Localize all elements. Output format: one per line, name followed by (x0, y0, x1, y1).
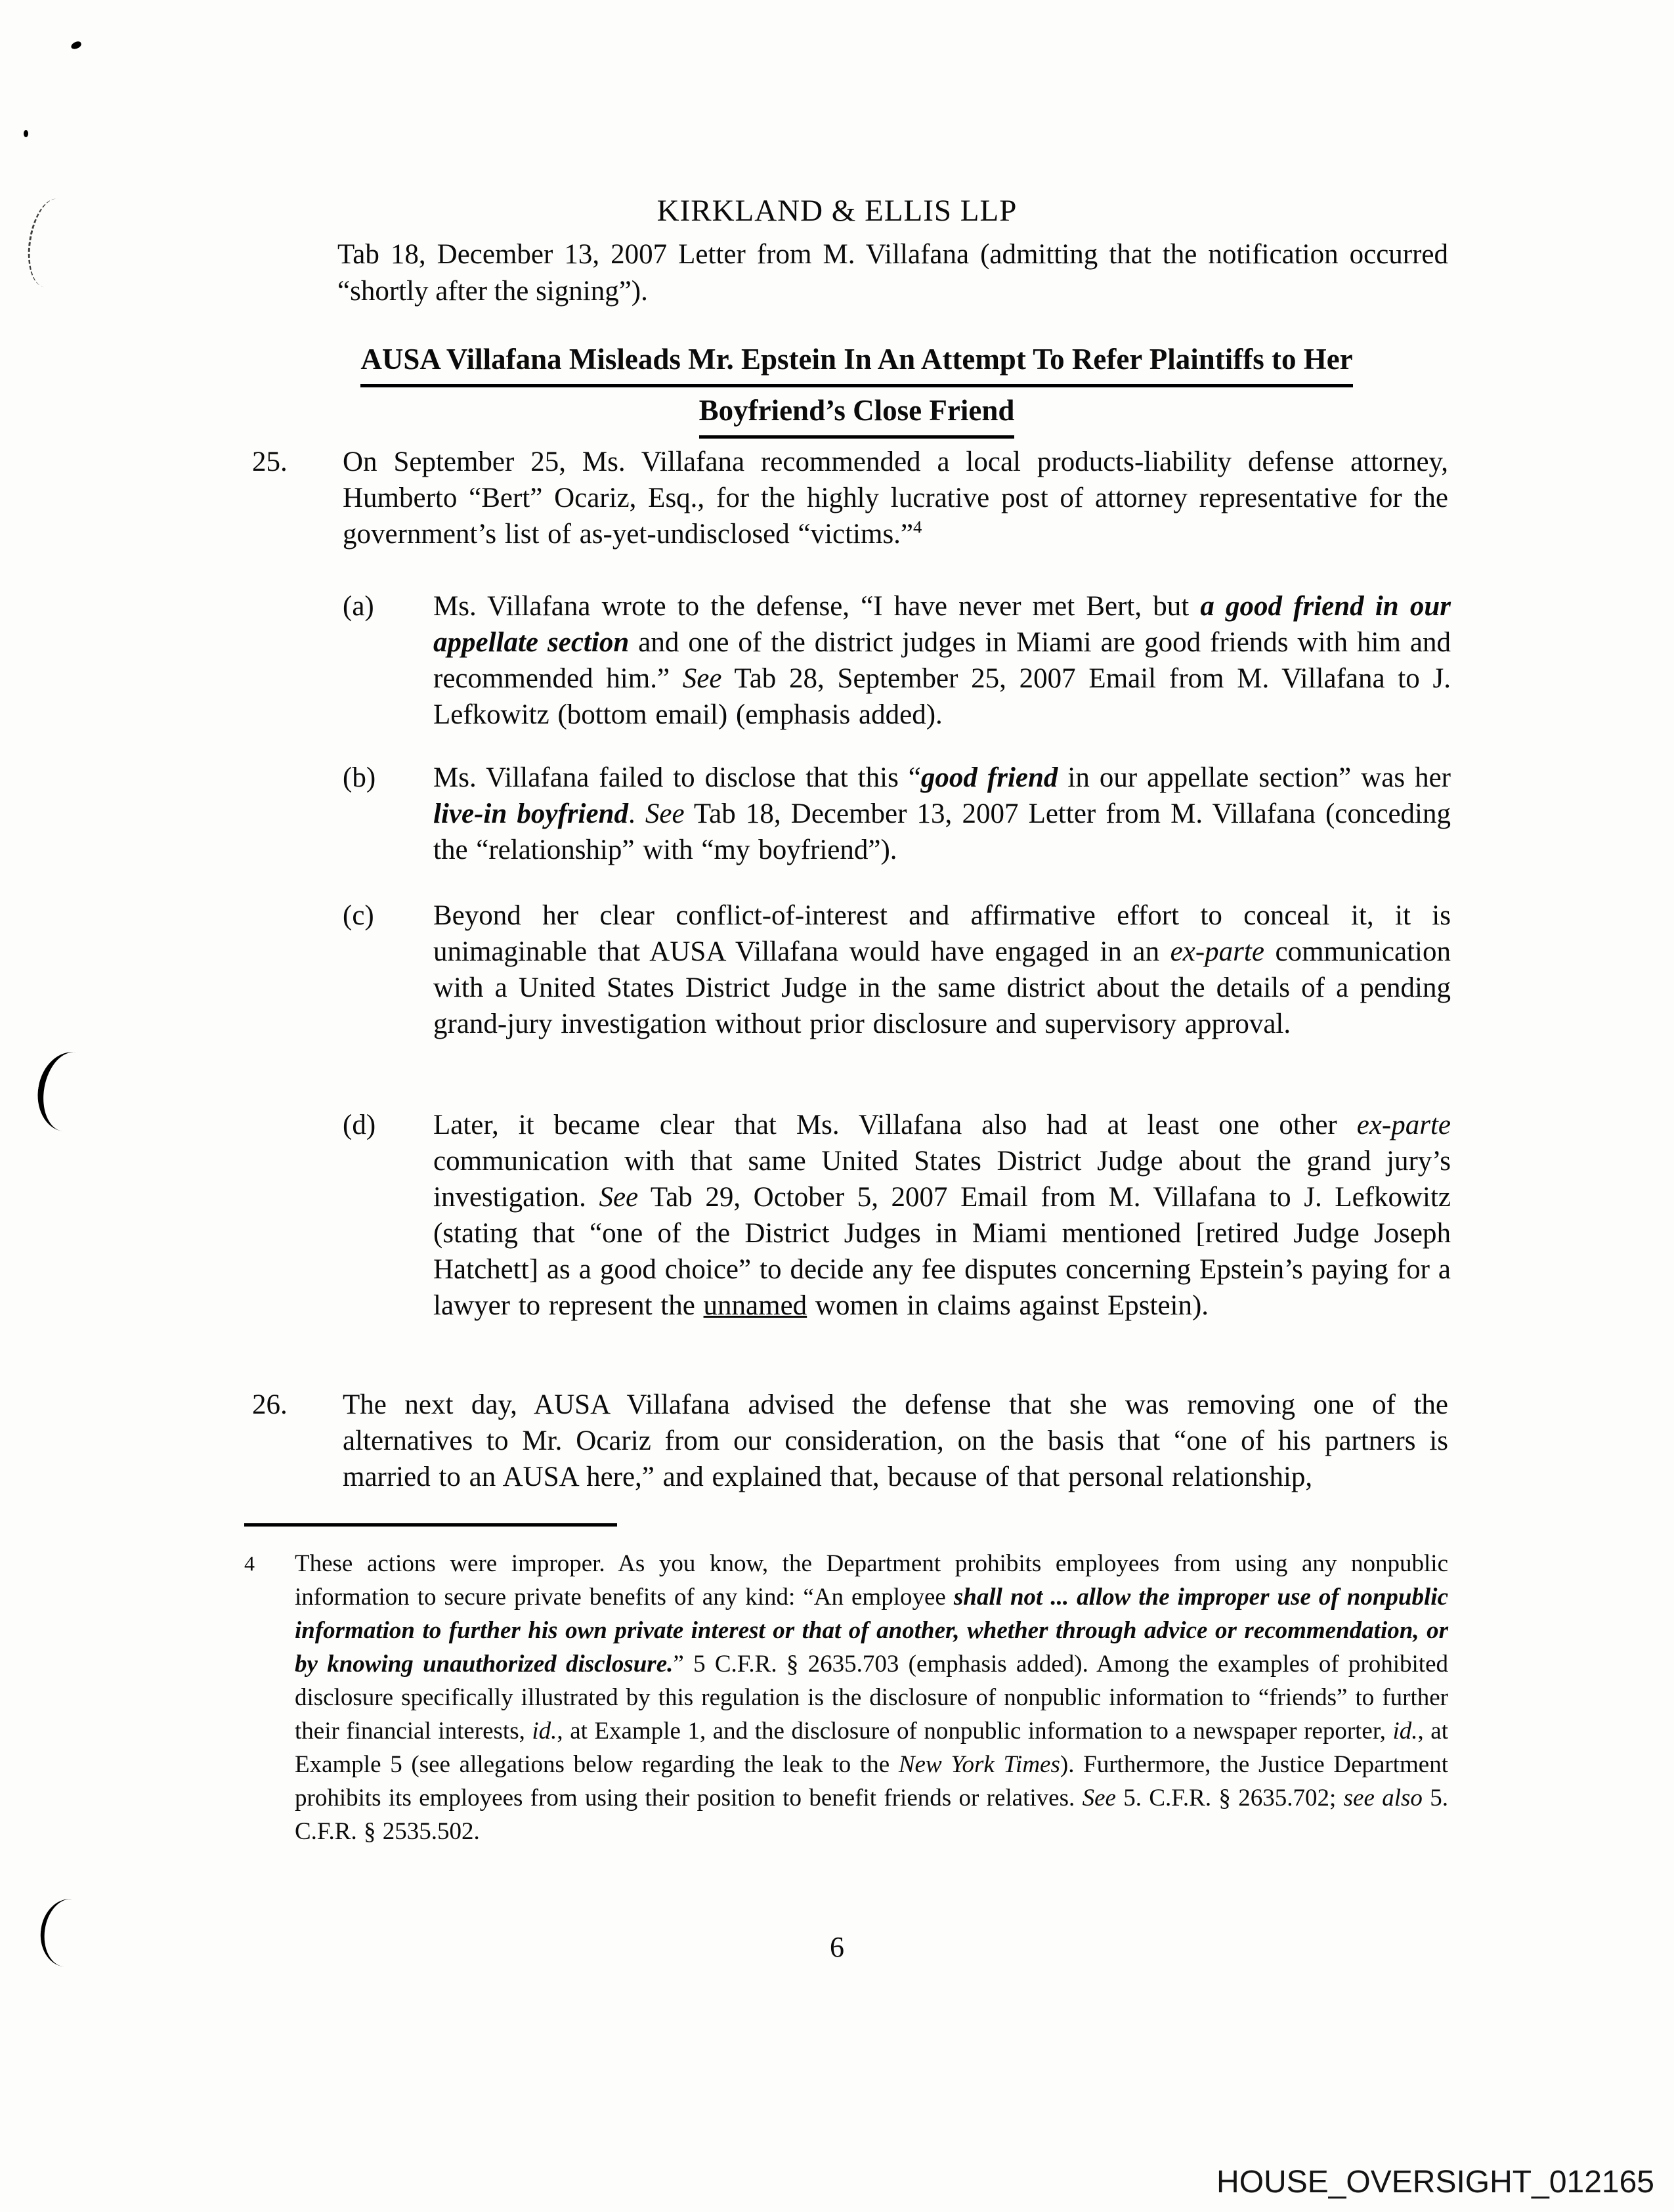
scan-artifact-paren-middle (32, 1047, 107, 1137)
paragraph-25 (252, 444, 1448, 552)
subitem-b-label: (b) (343, 762, 376, 793)
subitem-a-text: Ms. Villafana wrote to the defense, “I have never met Bert, but a good friend in our appellate section and one of the district judges in Miami are good friends with him and recommended him.” See Tab 28, September 25, 2007 Email from M. Villafana to J. Lefkowitz (bottom email) (emphasis added). (433, 591, 1451, 730)
paragraph-25-text: On September 25, Ms. Villafana recommended a local products-liability defense attorney, Humberto “Bert” Ocariz, Esq., for the highly lucrative post of attorney representative for the government’s list of as-yet-undisclosed “victims.”$^4$ (343, 446, 1448, 550)
paragraph-26-text: The next day, AUSA Villafana advised the defense that she was removing one of the alternatives to Mr. Ocariz from our consideration, on the basis that “one of his partners is married to an AUSA here,” and explained that, because of that personal relationship, (343, 1389, 1448, 1492)
subitem-d-label: (d) (343, 1110, 376, 1140)
subitem-a-label: (a) (343, 591, 374, 622)
footnote-4 (244, 1547, 1448, 1848)
subitem-d-text: Later, it became clear that Ms. Villafana also had at least one other ex-parte communication with that same United States District Judge about the grand jury’s investigation. See Tab 29, October 5, 2007 Email from M. Villafana to J. Lefkowitz (stating that “one of the District Judges in Miami mentioned [retired Judge Joseph Hatchett] as a good choice” to decide any fee disputes concerning Epstein’s paying for a lawyer to represent the unnamed women in claims against Epstein). (433, 1110, 1451, 1321)
subitem-c-text: Beyond her clear conflict-of-interest and affirmative effort to conceal it, it is unimaginable that AUSA Villafana would have engaged in an ex-parte communication with a United States District Judge in the same district about the details of a pending grand-jury investigation without prior disclosure and supervisory approval. (433, 900, 1451, 1039)
scan-artifact-blob (70, 41, 82, 50)
scan-artifact-dot (24, 130, 28, 137)
paragraph-26 (252, 1387, 1448, 1495)
subitem-c (343, 898, 1451, 1042)
section-heading-line2: Boyfriend’s Close Friend (699, 387, 1015, 439)
subitem-b-text: Ms. Villafana failed to disclose that this “good friend in our appellate section” was her live-in boyfriend. See Tab 18, December 13, 2007 Letter from M. Villafana (conceding the “relationship” with “my boyfriend”). (433, 762, 1451, 865)
footnote-4-marker: 4 (244, 1551, 255, 1575)
footnote-separator-rule (244, 1523, 617, 1527)
bates-stamp: HOUSE_OVERSIGHT_012165 (1216, 2165, 1654, 2200)
paragraph-26-number: 26. (252, 1389, 288, 1420)
subitem-c-label: (c) (343, 900, 374, 931)
section-heading-row2 (282, 387, 1431, 439)
intro-continuation-paragraph: Tab 18, December 13, 2007 Letter from M. Villafana (admitting that the notification occurred “shortly after the signing”). (337, 239, 1448, 307)
page-number: 6 (830, 1931, 844, 1963)
subitem-d (343, 1107, 1451, 1324)
subitem-b (343, 760, 1451, 868)
section-heading (282, 336, 1431, 439)
law-firm-header: KIRKLAND & ELLIS LLP (656, 194, 1018, 228)
section-heading-line1: AUSA Villafana Misleads Mr. Epstein In An Attempt To Refer Plaintiffs to Her (360, 336, 1352, 387)
footnote-4-text: These actions were improper. As you know, the Department prohibits employees from using any nonpublic information to secure private benefits of any kind: “An employee shall not ... allow the improper use of nonpublic information to further his own private interest or that of another, whether through advice or recommendation, or by knowing unauthorized disclosure.” 5 C.F.R. § 2635.703 (emphasis added). Among the examples of prohibited disclosure specifically illustrated by this regulation is the disclosure of nonpublic information to “friends” to further their financial interests, id., at Example 1, and the disclosure of nonpublic information to a newspaper reporter, id., at Example 5 (see allegations below regarding the leak to the New York Times). Furthermore, the Justice Department prohibits its employees from using their position to benefit friends or relatives. See 5. C.F.R. § 2635.702; see also 5. C.F.R. § 2535.502. (295, 1550, 1449, 1845)
paragraph-25-number: 25. (252, 446, 288, 477)
subitem-a (343, 588, 1451, 733)
section-heading-row1 (282, 336, 1431, 387)
